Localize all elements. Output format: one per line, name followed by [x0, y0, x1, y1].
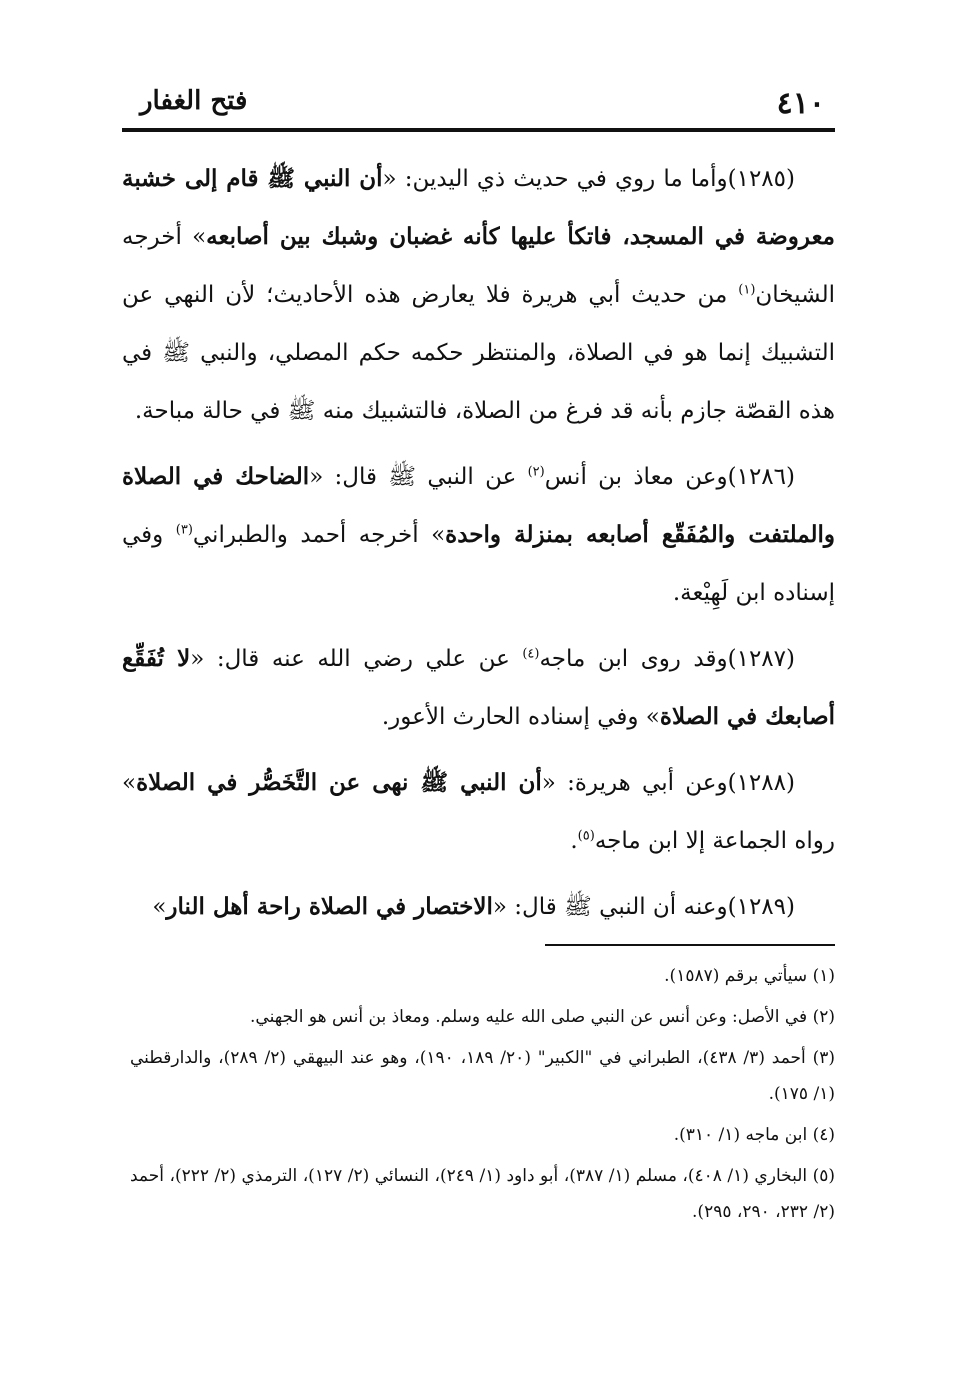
footnote-item: (٥) البخاري (١/ ٤٠٨)، مسلم (١/ ٣٨٧)، أبو داود (١/ ٢٤٩)، النسائي (٢/ ١٢٧)، الترمذي (٢/ ٢٢٢)، أحمد (٢/ ٢٣٢، ٢٩٠، ٢٩٥). [130, 1166, 836, 1222]
text-segment: وأما ما روي في حديث ذي اليدين: « [382, 166, 728, 192]
text-segment: وعنه أن النبي ﷺ قال: « [492, 894, 728, 920]
page-number: ٤١٠ [776, 86, 825, 121]
text-segment: وعن معاذ بن أنس [544, 464, 728, 490]
footnote-item: (٢) في الأصل: وعن أنس عن النبي صلى الله عليه وسلم. ومعاذ بن أنس هو الجهني. [250, 1007, 835, 1027]
footnote-item: (٤) ابن ماجه (١/ ٣١٠). [673, 1125, 835, 1145]
hadith-text: لا تُفَقِّع أصابعك في الصلاة [122, 645, 835, 730]
text-segment: وقد روى ابن ماجه [539, 646, 728, 672]
paragraph-1289 [122, 878, 835, 936]
hadith-number: (١٢٨٥) [727, 166, 795, 192]
hadith-number: (١٢٨٩) [727, 894, 795, 920]
hadith-text: الاختصار في الصلاة راحة أهل النار [166, 893, 493, 920]
paragraph-1288 [122, 754, 835, 870]
paragraph-1287 [122, 630, 835, 746]
text-segment: وفي إسناده ابن لَهِيْعة. [122, 522, 835, 606]
footnote-item: (٣) أحمد (٣/ ٤٣٨)، الطبراني في "الكبير" (٢٠/ ١٨٩، ١٩٠)، وهو عند البيهقي (٢/ ٢٨٩)، والدارقطني (١/ ١٧٥). [130, 1048, 835, 1104]
hadith-number: (١٢٨٧) [727, 646, 795, 672]
hadith-text: أن النبي ﷺ نهى عن التَّخَصُّر في الصلاة [136, 769, 542, 796]
footnote-item: (١) سيأتي برقم (١٥٨٧). [664, 966, 835, 986]
text-segment: » أخرجه أحمد والطبراني [192, 522, 446, 548]
footnote-ref: (١) [738, 282, 756, 298]
hadith-number: (١٢٨٦) [727, 464, 795, 490]
hadith-text: الضاحك في الصلاة والملتفت والمُفَقّع أصابعه بمنزلة واحدة [122, 463, 835, 548]
paragraph-1286 [122, 448, 835, 622]
text-segment: » أخرجه الشيخان [122, 224, 835, 308]
footnote-separator [545, 944, 835, 946]
footnote-ref: (٢) [527, 464, 545, 480]
text-segment: » رواه الجماعة إلا ابن ماجه [122, 770, 835, 854]
text-segment: عن النبي ﷺ قال: « [309, 464, 528, 490]
paragraph-1285 [122, 150, 835, 440]
footnote-ref: (٤) [522, 646, 540, 662]
text-segment: . [570, 828, 578, 854]
main-text [122, 150, 835, 944]
footnote-ref: (٣) [175, 522, 193, 538]
hadith-text: أن النبي ﷺ قام إلى خشبة معروضة في المسجد، فاتكأ عليها كأنه غضبان وشبك بين أصابعه [122, 165, 835, 250]
text-segment: عن علي رضي الله عنه قال: « [190, 646, 523, 672]
header-rule [122, 128, 835, 132]
footnotes [130, 958, 835, 1235]
hadith-number: (١٢٨٨) [727, 770, 795, 796]
text-segment: » [152, 894, 167, 920]
book-title: فتح الغفار [140, 86, 248, 116]
page-header [122, 78, 835, 130]
text-segment: وعن أبي هريرة: « [541, 770, 728, 796]
text-segment: » وفي إسناده الحارث الأعور. [381, 704, 660, 730]
footnote-ref: (٥) [577, 828, 595, 844]
text-segment: من حديث أبي هريرة فلا يعارض هذه الأحاديث؛ لأن النهي عن التشبيك إنما هو في الصلاة، والمنتظر حكمه حكم المصلي، والنبي ﷺ في هذه القصّة جازم بأنه قد فرغ من الصلاة، فالتشبيك منه ﷺ في حالة مباحة. [122, 282, 835, 424]
